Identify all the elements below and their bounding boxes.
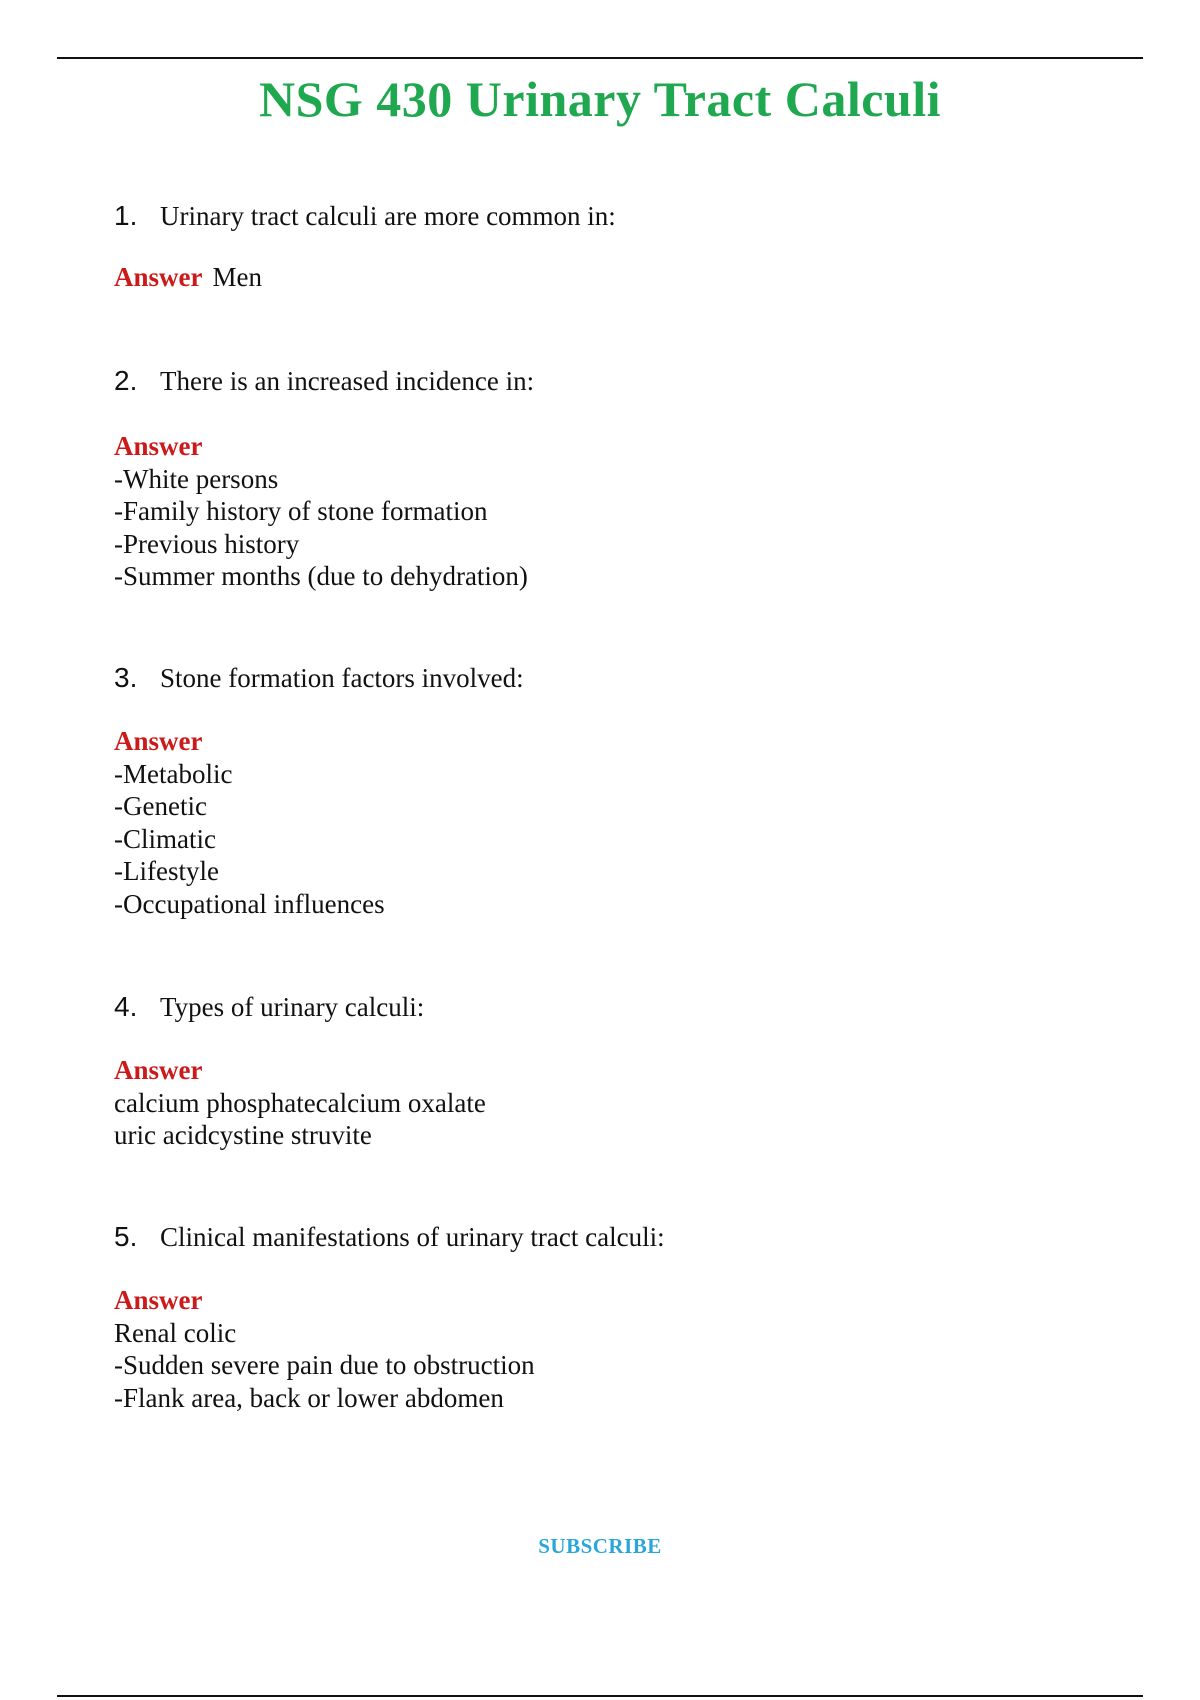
- question-text: There is an increased incidence in:: [160, 366, 535, 396]
- answer-line: -Climatic: [114, 823, 216, 854]
- subscribe-link[interactable]: SUBSCRIBE: [538, 1534, 662, 1558]
- answer-line: -Occupational influences: [114, 888, 385, 919]
- answer-line: -Flank area, back or lower abdomen: [114, 1382, 504, 1413]
- answer-line: calcium phosphatecalcium oxalate: [114, 1087, 486, 1118]
- answer-block: [114, 1054, 1114, 1152]
- question-4: [114, 990, 1114, 1152]
- question-1: [114, 199, 1114, 294]
- question-number: 4.: [114, 991, 138, 1022]
- document-title: NSG 430 Urinary Tract Calculi: [258, 71, 942, 127]
- answer-line: -Genetic: [114, 791, 207, 821]
- question-text: Urinary tract calculi are more common in:: [160, 201, 616, 231]
- answer-label: Answer: [114, 1055, 203, 1085]
- answer-value: Men: [212, 262, 262, 292]
- answer-line: -Metabolic: [114, 758, 233, 789]
- answer-line: uric acidcystine struvite: [114, 1120, 372, 1150]
- answer-label: Answer: [114, 262, 203, 292]
- answer-block: [114, 1284, 1114, 1414]
- question-number: 5.: [114, 1221, 138, 1252]
- answer-line: -Sudden severe pain due to obstruction: [114, 1350, 535, 1380]
- question-number: 3.: [114, 662, 138, 693]
- question-number: 2.: [114, 365, 138, 396]
- answer-line: -Family history of stone formation: [114, 496, 488, 526]
- answer-label: Answer: [114, 431, 203, 461]
- answer-line: -Summer months (due to dehydration): [114, 561, 528, 591]
- question-3: [114, 661, 1114, 920]
- top-rule: [57, 57, 1143, 59]
- question-text: Clinical manifestations of urinary tract calculi:: [160, 1222, 665, 1252]
- question-2: [114, 364, 1114, 593]
- answer-line: Renal colic: [114, 1317, 237, 1348]
- question-text: Stone formation factors involved:: [160, 663, 524, 693]
- question-text: Types of urinary calculi:: [160, 992, 425, 1022]
- answer-line: -White persons: [114, 463, 279, 494]
- answer-line: -Lifestyle: [114, 856, 219, 886]
- answer-block: [114, 261, 1114, 294]
- answer-line: -Previous history: [114, 528, 300, 559]
- answer-label: Answer: [114, 726, 203, 756]
- question-5: [114, 1220, 1114, 1414]
- answer-label: Answer: [114, 1285, 203, 1315]
- bottom-rule: [57, 1695, 1143, 1697]
- answer-block: [114, 725, 1114, 920]
- question-number: 1.: [114, 200, 138, 231]
- answer-block: [114, 430, 1114, 593]
